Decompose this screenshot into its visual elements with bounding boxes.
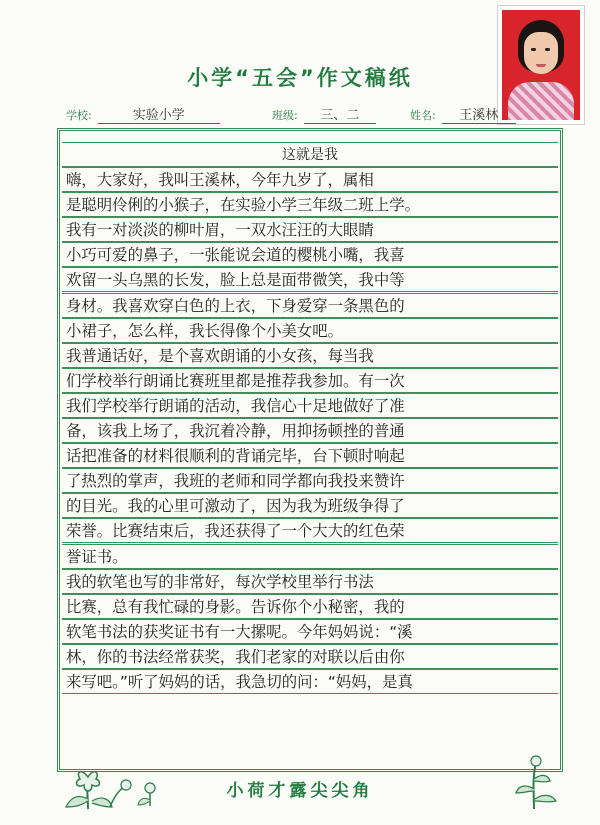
essay-line [62,644,558,669]
essay-line [62,267,558,292]
essay-line [62,293,558,318]
essay-line-text: 嗨，大家好，我叫王溪林，今年九岁了，属相 [66,171,374,189]
name-field [410,104,516,124]
essay-line [62,518,558,543]
essay-line-text: 我有一对淡淡的柳叶眉，一双水汪汪的大眼睛 [66,221,374,240]
essay-line-text: 话把准备的材料很顺利的背诵完毕，台下顿时响起 [66,447,405,466]
page-title: 小学“五会”作文稿纸 [187,66,413,90]
photo-right-eye [545,48,550,51]
essay-line-text: 荣誉。比赛结束后，我还获得了一个大大的红色荣 [66,522,405,541]
class-value: 三、二 [304,104,376,124]
footer-slogan: 小荷才露尖尖角 [226,781,374,801]
essay-line [62,242,558,267]
essay-line-text: 誉证书。 [66,547,128,566]
essay-line [62,217,558,242]
essay-line-text: 了热烈的掌声，我班的老师和同学都向我投来赞许 [66,472,405,491]
essay-line-text: 们学校举行朗诵比赛班里都是推荐我参加。有一次 [66,371,405,390]
essay-line [62,619,558,644]
essay-title: 这就是我 [282,147,338,163]
essay-line-text: 身材。我喜欢穿白色的上衣，下身爱穿一条黑色的 [66,296,405,315]
school-label: 学校: [66,109,92,122]
essay-line-text: 的目光。我的心里可激动了，因为我为班级争得了 [66,497,405,516]
essay-line-text: 小裙子，怎么样，我长得像个小美女吧。 [66,321,344,340]
class-label: 班级: [272,109,298,122]
essay-line [62,569,558,594]
essay-line-text: 比赛，总有我忙碌的身影。告诉你个小秘密，我的 [66,597,405,616]
essay-line-text: 来写吧。”听了妈妈的话，我急切的问：“妈妈，是真 [66,673,413,691]
essay-line [62,468,558,493]
essay-line [62,393,558,418]
essay-line-text: 我的软笔也写的非常好，每次学校里举行书法 [66,572,374,591]
essay-line-text: 软笔书法的获奖证书有一大摞呢。今年妈妈说：“溪 [66,622,413,641]
essay-line [62,343,558,368]
name-value: 王溪林 [442,104,516,124]
essay-line [62,318,558,343]
essay-line [62,443,558,468]
essay-line [62,669,558,694]
essay-line-text: 备，该我上场了，我沉着冷静，用抑扬顿挫的普通 [66,422,405,440]
essay-line-text: 我们学校举行朗诵的活动，我信心十足地做好了准 [66,396,405,415]
name-label: 姓名: [410,109,436,122]
essay-line [62,493,558,518]
essay-title-line [62,142,558,167]
school-value: 实验小学 [98,104,220,124]
essay-line-text: 欢留一头乌黑的长发，脸上总是面带微笑，我中等 [66,271,405,290]
essay-line-text: 是聪明伶俐的小猴子，在实验小学三年级二班上学。 [66,196,420,215]
essay-line [62,594,558,619]
photo-left-eye [531,48,536,51]
essay-line [62,418,558,443]
essay-line [62,192,558,217]
essay-line [62,167,558,192]
class-field [272,104,376,124]
essay-line [62,544,558,569]
essay-line-text: 我普通话好，是个喜欢朗诵的小女孩，每当我 [66,346,374,365]
essay-line-text: 林，你的书法经常获奖，我们老家的对联以后由你 [66,647,405,666]
essay-line-text: 小巧可爱的鼻子，一张能说会道的樱桃小嘴，我喜 [66,246,405,265]
school-field [66,104,220,124]
essay-line [62,368,558,393]
